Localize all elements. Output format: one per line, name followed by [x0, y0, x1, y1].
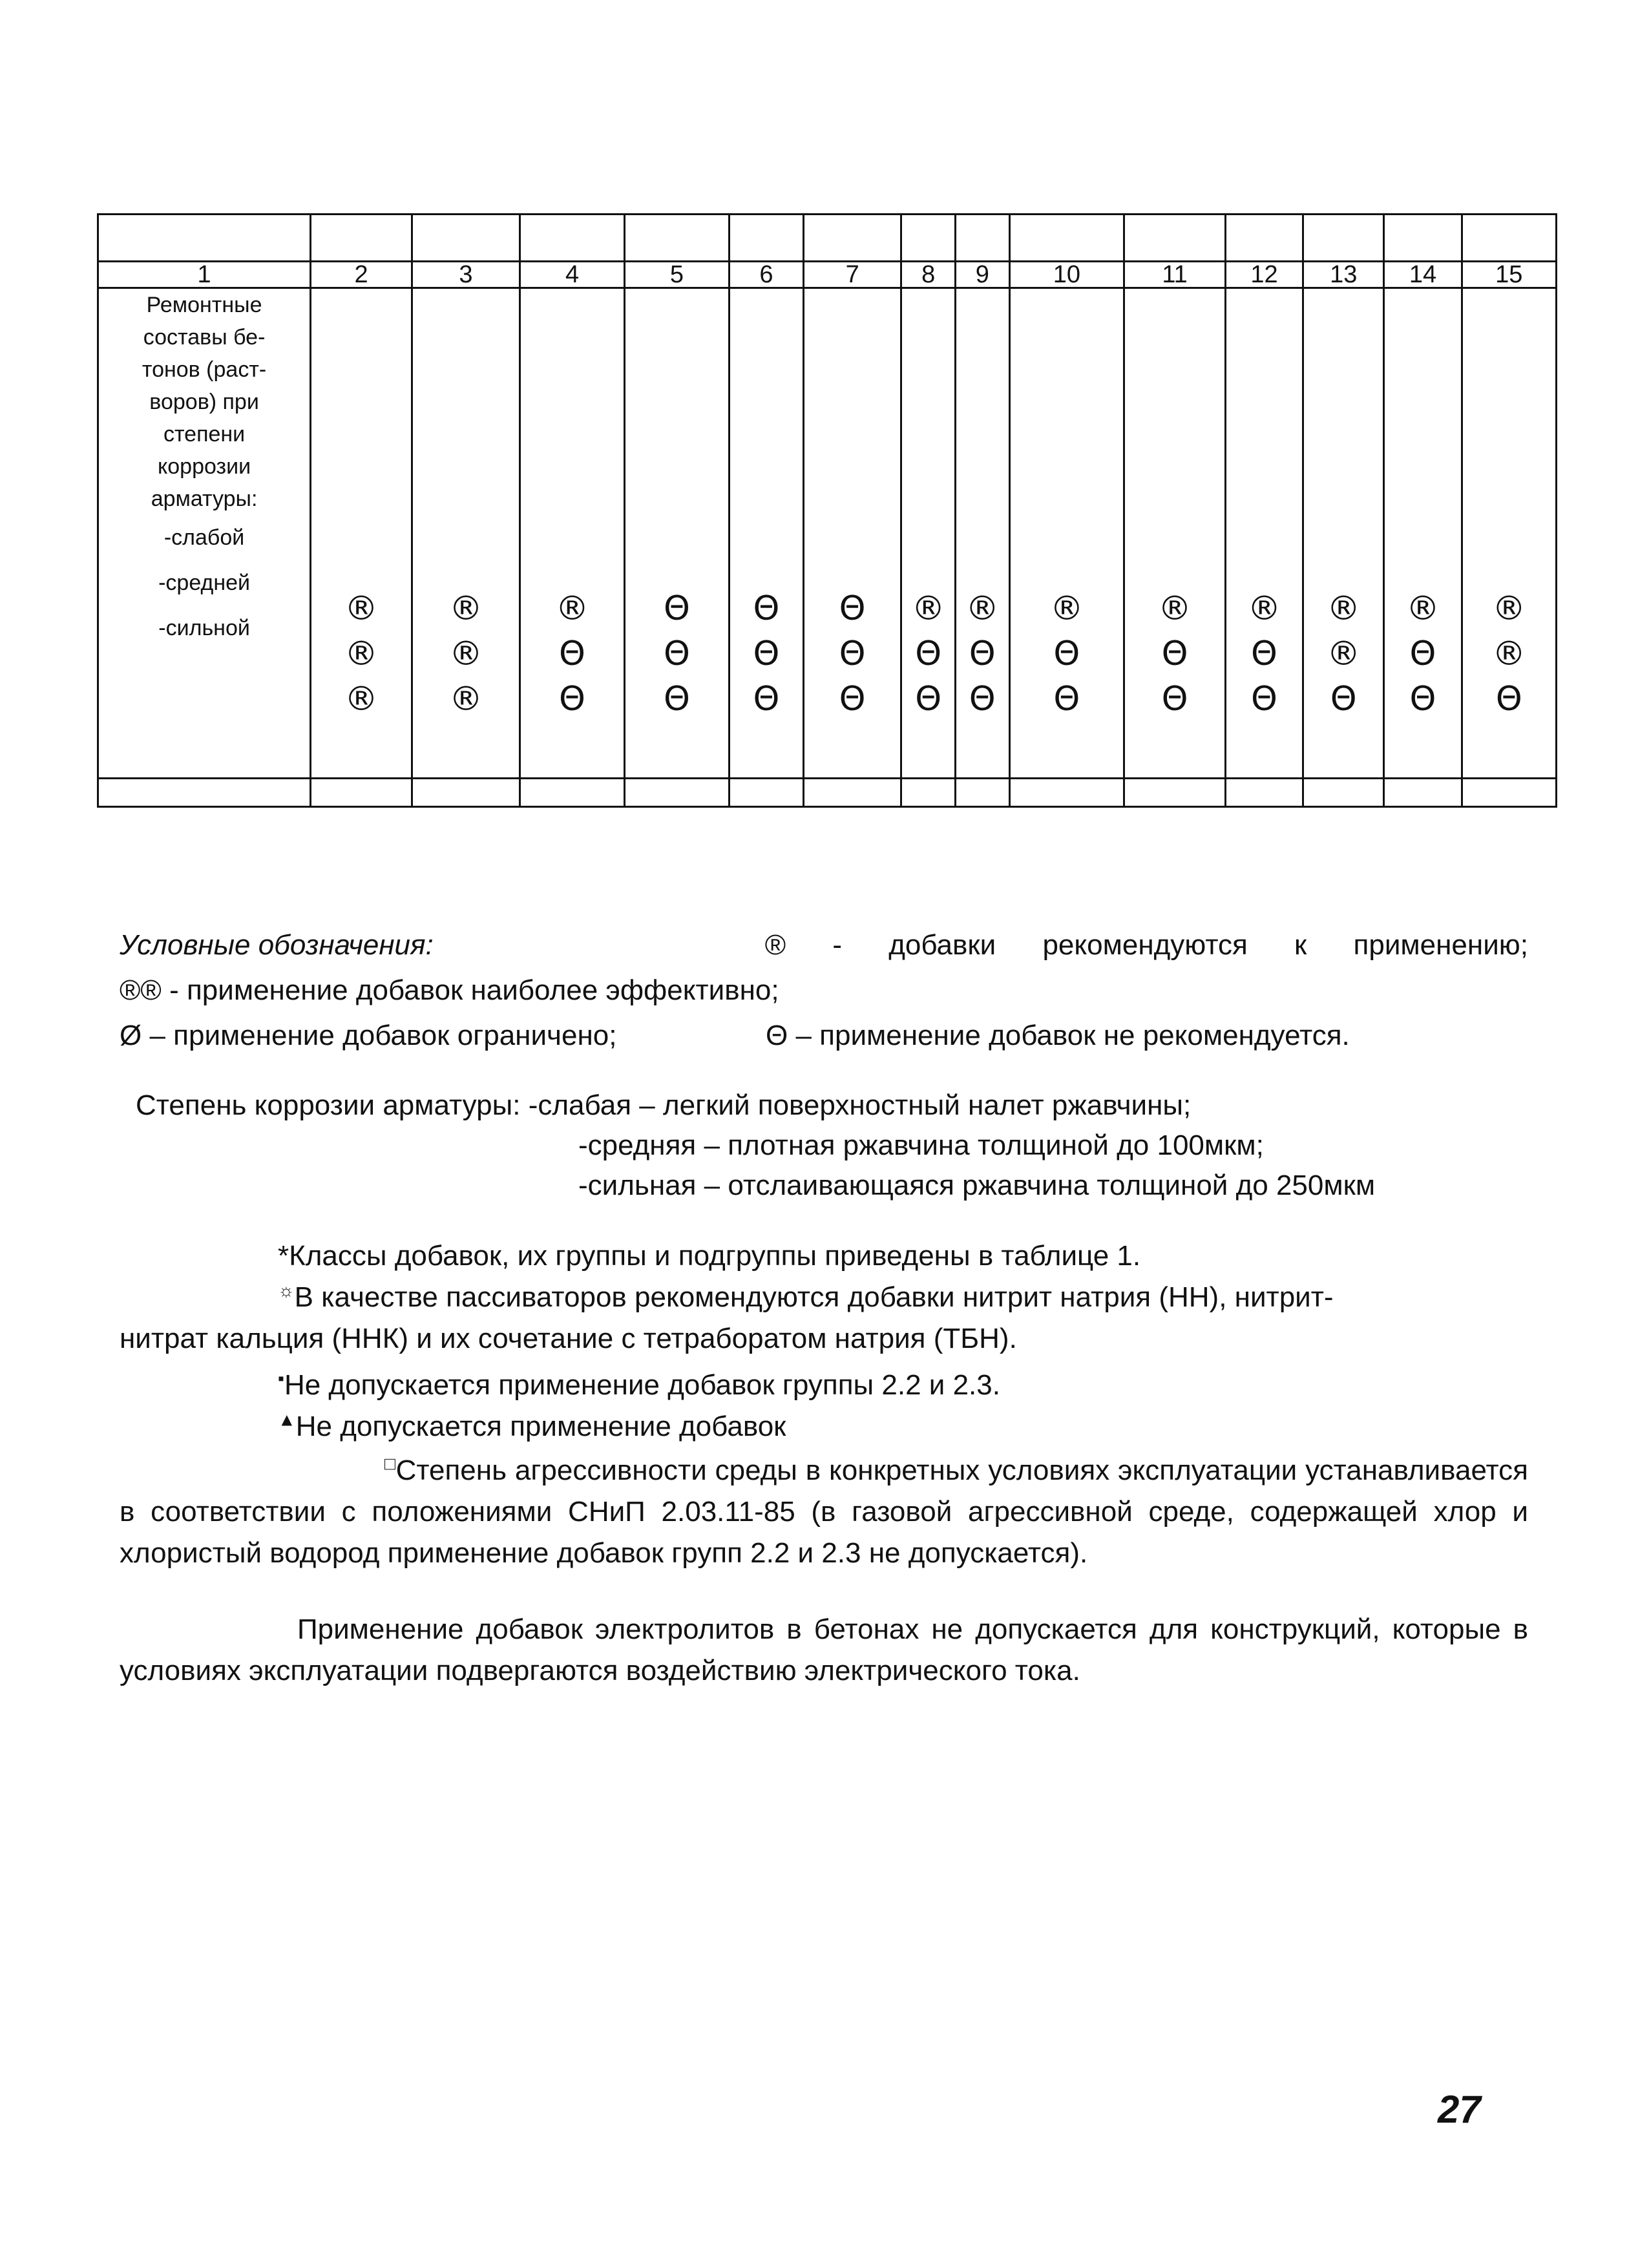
not-recommended-symbol: Θ — [664, 680, 690, 719]
recommended-symbol: ® — [1327, 589, 1361, 629]
row-label-line: воров) при — [149, 390, 259, 415]
note-groups-text: Не допускается применение добавок группы 2.2 и 2.3. — [284, 1369, 1000, 1401]
level-weak: -слабой — [163, 525, 245, 551]
note-passivators-continued: нитрат кальция (ННК) и их сочетание с тетраборатом натрия (ТБН). — [120, 1323, 1017, 1354]
row-label-line: Ремонтные — [146, 293, 262, 318]
legend-intro: Условные обозначения: — [120, 929, 434, 961]
row-label-line: арматуры: — [151, 487, 258, 512]
recommended-symbol: ® — [965, 589, 1000, 629]
recommended-symbol: ® — [448, 680, 483, 719]
column-number: 12 — [1225, 261, 1303, 288]
symbol-cell-col2 — [311, 288, 412, 779]
square-mark-icon: ▪ — [278, 1368, 284, 1389]
column-number: 4 — [520, 261, 625, 288]
not-recommended-symbol: Θ — [969, 680, 996, 719]
legend-limited: Ø – применение добавок ограничено; — [120, 1020, 617, 1051]
not-recommended-symbol: Θ — [1053, 680, 1080, 719]
note-aggressiveness — [120, 1450, 1528, 1574]
not-recommended-symbol: Θ — [839, 589, 866, 629]
row-label-line: степени — [163, 422, 246, 447]
row-label-line: составы бе- — [143, 325, 266, 350]
symbol-cell-col13 — [1303, 288, 1384, 779]
note-groups-not-allowed — [278, 1365, 1000, 1406]
not-recommended-symbol: Θ — [753, 635, 780, 674]
repair-compositions-row — [98, 288, 1557, 779]
column-number: 14 — [1384, 261, 1462, 288]
column-number: 7 — [803, 261, 901, 288]
recommended-symbol: ® — [1247, 589, 1281, 629]
column-number: 2 — [311, 261, 412, 288]
column-number: 13 — [1303, 261, 1384, 288]
legend-line-recommended — [120, 925, 1528, 965]
column-number: 5 — [625, 261, 730, 288]
not-recommended-symbol: Θ — [969, 635, 996, 674]
not-recommended-symbol: Θ — [664, 589, 690, 629]
note-aggressiveness-text: Степень агрессивности среды в конкретных условиях эксплуатации устанавливается в соответствии с положениями СНиП 2.03.11-85 (в газовой агрессивной среде, содержащей хлор и хлористый водород применение добавок групп 2.2 и 2.3 не допускается). — [120, 1454, 1528, 1569]
row-label-cell — [98, 288, 311, 779]
corrosion-strong: -сильная – отслаивающаяся ржавчина толщиной до 250мкм — [578, 1170, 1376, 1201]
corrosion-medium: -средняя – плотная ржавчина толщиной до 100мкм; — [578, 1129, 1264, 1161]
not-recommended-symbol: Θ — [1053, 635, 1080, 674]
not-recommended-symbol: Θ — [664, 635, 690, 674]
not-recommended-symbol: Θ — [839, 635, 866, 674]
column-number: 9 — [955, 261, 1009, 288]
recommended-symbol: ® — [1158, 589, 1192, 629]
not-recommended-symbol: Θ — [1330, 680, 1357, 719]
column-number: 11 — [1124, 261, 1226, 288]
recommended-symbol: ® — [555, 589, 589, 629]
not-recommended-symbol: Θ — [1409, 680, 1436, 719]
legend-line-limited — [120, 1016, 1528, 1056]
not-recommended-symbol: Θ — [1409, 635, 1436, 674]
note-passivators-text: В качестве пассиваторов рекомендуются добавки нитрит натрия (НН), нитрит- — [294, 1281, 1334, 1313]
symbol-cell-col8 — [901, 288, 956, 779]
recommended-symbol: ® — [344, 635, 378, 674]
symbol-cell-col7 — [803, 288, 901, 779]
not-recommended-symbol: Θ — [839, 680, 866, 719]
column-number: 6 — [729, 261, 803, 288]
table-blank-header-row — [98, 215, 1557, 262]
recommended-symbol: ® — [448, 589, 483, 629]
recommended-symbol: ® — [344, 589, 378, 629]
recommended-symbol: ® — [1406, 589, 1440, 629]
not-recommended-symbol: Θ — [1251, 635, 1277, 674]
note-additive-classes: *Классы добавок, их группы и подгруппы приведены в таблице 1. — [278, 1240, 1141, 1272]
column-number: 15 — [1462, 261, 1556, 288]
column-number-row — [98, 261, 1557, 288]
not-recommended-symbol: Θ — [915, 680, 942, 719]
recommended-symbol: ® — [1492, 635, 1526, 674]
symbol-cell-col9 — [955, 288, 1009, 779]
symbol-cell-col14 — [1384, 288, 1462, 779]
not-recommended-symbol: Θ — [1251, 680, 1277, 719]
note-additives-text: Не допускается применение добавок — [295, 1411, 786, 1442]
not-recommended-symbol: Θ — [1161, 635, 1188, 674]
column-number: 10 — [1009, 261, 1124, 288]
legend-recommended: ® - добавки рекомендуются к применению; — [764, 929, 1528, 961]
legend-most-effective: ®® - применение добавок наиболее эффективно; — [120, 974, 779, 1006]
table-blank-footer-row — [98, 779, 1557, 807]
symbol-cell-col5 — [625, 288, 730, 779]
legend-not-recommended: Θ – применение добавок не рекомендуется. — [766, 1020, 1350, 1051]
page-number: 27 — [1438, 2088, 1481, 2131]
triangle-mark-icon: ▲ — [278, 1409, 296, 1430]
not-recommended-symbol: Θ — [559, 635, 585, 674]
recommended-symbol: ® — [911, 589, 945, 629]
note-passivators — [278, 1277, 1334, 1318]
row-label-line: коррозии — [158, 454, 251, 479]
column-number: 8 — [901, 261, 956, 288]
box-mark-icon: □ — [384, 1453, 396, 1474]
column-number: 1 — [98, 261, 311, 288]
note-additives-not-allowed — [278, 1406, 786, 1447]
symbol-cell-col4 — [520, 288, 625, 779]
level-strong: -сильной — [158, 616, 250, 641]
symbol-cell-col11 — [1124, 288, 1226, 779]
sun-mark-icon: ☼ — [278, 1280, 295, 1301]
note-electrolytes: Применение добавок электролитов в бетонах не допускается для конструкций, которые в условиях эксплуатации подвергаются воздействию электрического тока. — [120, 1613, 1528, 1686]
not-recommended-symbol: Θ — [1161, 680, 1188, 719]
additives-table — [97, 213, 1557, 808]
recommended-symbol: ® — [448, 635, 483, 674]
not-recommended-symbol: Θ — [915, 635, 942, 674]
recommended-symbol: ® — [1327, 635, 1361, 674]
not-recommended-symbol: Θ — [559, 680, 585, 719]
corrosion-weak: Степень коррозии арматуры: -слабая – легкий поверхностный налет ржавчины; — [136, 1089, 1192, 1121]
symbol-cell-col15 — [1462, 288, 1556, 779]
not-recommended-symbol: Θ — [1495, 680, 1522, 719]
symbol-cell-col6 — [729, 288, 803, 779]
symbol-cell-col12 — [1225, 288, 1303, 779]
symbol-cell-col10 — [1009, 288, 1124, 779]
column-number: 3 — [412, 261, 520, 288]
recommended-symbol: ® — [344, 680, 378, 719]
recommended-symbol: ® — [1049, 589, 1084, 629]
level-medium: -средней — [158, 571, 251, 596]
symbol-cell-col3 — [412, 288, 520, 779]
recommended-symbol: ® — [1492, 589, 1526, 629]
not-recommended-symbol: Θ — [753, 589, 780, 629]
not-recommended-symbol: Θ — [753, 680, 780, 719]
row-label-line: тонов (раст- — [142, 357, 267, 383]
